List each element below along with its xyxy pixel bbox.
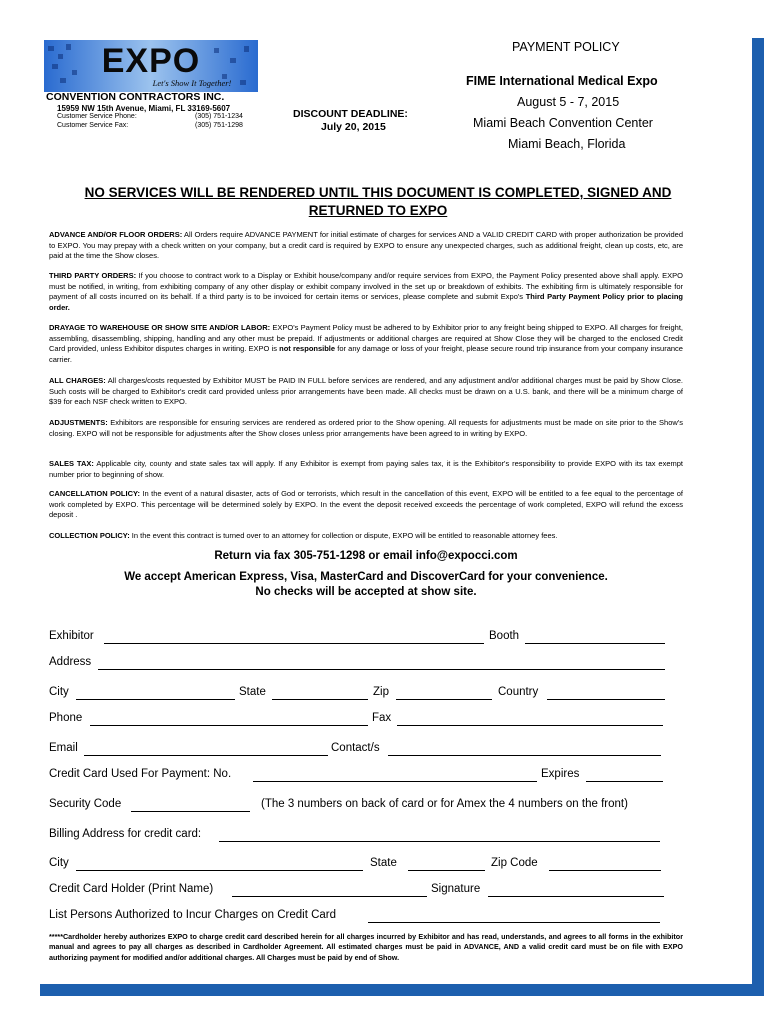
email-field[interactable] [84, 755, 328, 756]
policy-bold-tail: Third Party Payment Policy prior to placing order. [49, 292, 683, 312]
policy-text: If you choose to contract work to a Display or Exhibit house/company and/or require services from EXPO, the Payment Policy presented above shall apply. EXPO must be notified, in writing, from exhibiting company of any other display or exhibit company involved in the set up or breakdown of exhibits. The exhibiting firm is ultimately responsible for payment of all costs incurred on its behalf. If a third party is to be invoiced for certain items or services, please complete and submit Expo's [49, 271, 683, 302]
billing-zip-label: Zip Code [491, 857, 538, 869]
notice-headline: NO SERVICES WILL BE RENDERED UNTIL THIS DOCUMENT IS COMPLETED, SIGNED AND RETURNED TO EXPO [84, 185, 672, 218]
discount-deadline-title: DISCOUNT DEADLINE: [293, 108, 408, 120]
fax-field[interactable] [397, 725, 663, 726]
exhibitor-label: Exhibitor [49, 630, 94, 642]
page-title: PAYMENT POLICY [512, 40, 620, 54]
booth-field[interactable] [525, 643, 665, 644]
billing-address-label: Billing Address for credit card: [49, 828, 202, 840]
policy-all-charges [49, 376, 683, 408]
policy-sales-tax [49, 459, 683, 480]
policy-heading: ALL CHARGES: [49, 376, 106, 385]
fax-label: Customer Service Fax: [57, 122, 129, 129]
authorized-persons-field[interactable] [368, 922, 660, 923]
address-label: Address [49, 656, 92, 668]
policy-heading: THIRD PARTY ORDERS: [49, 271, 137, 280]
policy-advance-orders [49, 230, 683, 262]
policy-text: Exhibitors are responsible for ensuring services are rendered as ordered prior to the Show opening. All requests for adjustments must be made on site prior to the Show's closing. EXPO will not be responsible for adjustments after the Show closes unless prior arrangements have been agreed to in writing by EXPO. [49, 418, 683, 438]
policy-bold-mid: not responsible [279, 344, 336, 354]
billing-city-field[interactable] [76, 870, 363, 871]
contact-label: Contact/s [331, 742, 380, 754]
discount-deadline-date: July 20, 2015 [321, 121, 386, 133]
policy-text: In the event of a natural disaster, acts of God or terrorists, which result in the cancellation of this event, EXPO will be entitled to a fee equal to the percentage of work completed by EXPO. This percentage will be determined solely by EXPO. In the event the deposit received exceeds the percentage of work completed, EXPO will refund the excess deposit . [49, 489, 683, 520]
policy-text: In the event this contract is turned over to an attorney for collection or dispute, EXPO will be entitled to reasonable attorney fees. [131, 531, 558, 540]
phone-field-label: Phone [49, 712, 83, 724]
contact-field[interactable] [388, 755, 661, 756]
policy-heading: DRAYAGE TO WAREHOUSE OR SHOW SITE AND/OR LABOR: [49, 323, 271, 332]
policy-text-after: for any damage or loss of your freight, please secure round trip insurance from your company insurance carrier. [49, 344, 683, 364]
policy-heading: CANCELLATION POLICY: [49, 489, 140, 498]
frame-border-right [752, 38, 764, 996]
policy-text: All charges/costs requested by Exhibitor MUST be PAID IN FULL before services are rendered, and any adjustment and/or additional charges must be paid by Show Close. Such costs will be charged to Exhibitor's credit card provided unless prior arrangements have been made. All checks must be drawn on a U.S. bank, and there will be a minimum charge of $39 for each NSF check written to EXPO. [49, 376, 684, 407]
policy-heading: ADJUSTMENTS: [49, 418, 108, 427]
phone-field[interactable] [90, 725, 368, 726]
company-address: 15959 NW 15th Avenue, Miami, FL 33169-5607 [57, 104, 231, 113]
billing-city-label: City [49, 857, 69, 869]
zip-field[interactable] [396, 699, 492, 700]
signature-field[interactable] [488, 896, 664, 897]
policy-adjustments [49, 418, 683, 439]
no-checks-notice: No checks will be accepted at show site. [255, 586, 477, 598]
state-field[interactable] [272, 699, 368, 700]
policy-text: All Orders require ADVANCE PAYMENT for initial estimate of charges for services AND a VALID CREDIT CARD with proper authorization be provided to EXPO. You may prepay with a check written on your company, but a credit card is required by EXPO to ensure any unexpected charges, such as additional freight, clean up costs, etc, are paid at the time the Show closes. [49, 230, 684, 261]
country-label: Country [498, 686, 539, 698]
policy-heading: ADVANCE AND/OR FLOOR ORDERS: [49, 230, 183, 239]
company-name: CONVENTION CONTRACTORS INC. [46, 91, 225, 103]
billing-state-field[interactable] [408, 870, 485, 871]
card-number-label: Credit Card Used For Payment: No. [49, 768, 232, 780]
address-field[interactable] [98, 669, 665, 670]
policy-third-party [49, 271, 683, 313]
cardholder-authorization-note: *****Cardholder hereby authorizes EXPO to charge credit card described herein for all charges incurred by Exhibitor and has read, understands, and agrees to all forms in the exhibitor manual and agrees to pay all charges as described in Cardholder Agreement. All estimated charges must be paid in ADVANCE, AND a valid credit card must be on file with EXPO authorizing payment for modified and/or additional charges. All Charges must be paid by end of Show. [49, 932, 683, 962]
policy-text: Applicable city, county and state sales tax will apply. If any Exhibitor is exempt from paying sales tax, it is the Exhibitor's responsibility to provide EXPO with its tax exempt number prior to beginning of show. [49, 459, 683, 479]
logo-tagline: Let's Show It Together! [152, 78, 232, 88]
expires-label: Expires [541, 768, 580, 780]
authorized-persons-label: List Persons Authorized to Incur Charges on Credit Card [49, 909, 337, 921]
card-holder-field[interactable] [232, 896, 427, 897]
expo-logo-graphic [44, 40, 258, 98]
expo-logo [44, 40, 258, 98]
policy-text: EXPO's Payment Policy must be adhered to by Exhibitor prior to any freight being shipped to EXPO. All charges for freight, assembling, disassembling, shipping, handling and any other must be prepaid. If adjustments or additional charges are required at Show Close they will be charged to the enclosed Credit Card provided, unless Exhibitor disputes charges in writing. EXPO is [49, 323, 683, 354]
fax-field-label: Fax [372, 712, 392, 724]
phone-row [57, 113, 243, 120]
city-field[interactable] [76, 699, 235, 700]
fax-row [57, 122, 243, 129]
event-name: FIME International Medical Expo [466, 74, 658, 88]
city-label: City [49, 686, 69, 698]
policy-drayage [49, 323, 683, 365]
event-city: Miami Beach, Florida [508, 137, 626, 151]
booth-label: Booth [489, 630, 520, 642]
expires-field[interactable] [586, 781, 663, 782]
logo-wordmark: EXPO [101, 42, 201, 80]
security-code-note: (The 3 numbers on back of card or for Amex the 4 numbers on the front) [261, 798, 628, 810]
accepted-cards: We accept American Express, Visa, MasterCard and DiscoverCard for your convenience. [124, 571, 608, 583]
card-number-field[interactable] [253, 781, 537, 782]
exhibitor-field[interactable] [104, 643, 484, 644]
phone-value: (305) 751-1234 [195, 113, 243, 120]
signature-label: Signature [431, 883, 481, 895]
policy-heading: COLLECTION POLICY: [49, 531, 130, 540]
fax-value: (305) 751-1298 [195, 122, 243, 129]
phone-label: Customer Service Phone: [57, 113, 137, 120]
billing-state-label: State [370, 857, 397, 869]
policy-collection [49, 531, 683, 542]
policy-heading: SALES TAX: [49, 459, 94, 468]
policy-cancellation [49, 489, 683, 521]
card-holder-label: Credit Card Holder (Print Name) [49, 883, 214, 895]
zip-label: Zip [373, 686, 389, 698]
event-venue: Miami Beach Convention Center [473, 116, 653, 130]
event-dates: August 5 - 7, 2015 [517, 95, 620, 109]
security-code-field[interactable] [131, 811, 250, 812]
security-code-label: Security Code [49, 798, 122, 810]
email-label: Email [49, 742, 78, 754]
billing-zip-field[interactable] [549, 870, 661, 871]
state-label: State [239, 686, 266, 698]
frame-border-bottom [40, 984, 764, 996]
billing-address-field[interactable] [219, 841, 660, 842]
return-instructions: Return via fax 305-751-1298 or email info@expocci.com [214, 550, 518, 562]
country-field[interactable] [547, 699, 665, 700]
